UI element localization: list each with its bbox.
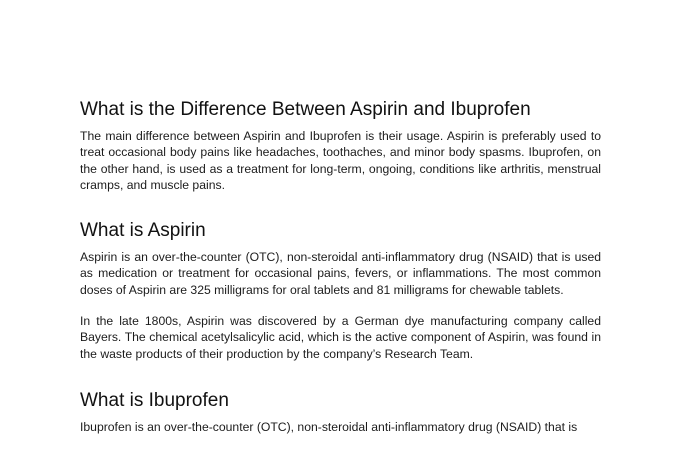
document-page	[80, 98, 601, 435]
paragraph-ibuprofen-definition: Ibuprofen is an over-the-counter (OTC), non-steroidal anti-inflammatory drug (NSAID) that is	[80, 419, 578, 434]
heading-aspirin: What is Aspirin	[80, 220, 206, 242]
heading-difference: What is the Difference Between Aspirin and Ibuprofen	[80, 99, 531, 120]
paragraph-difference: The main difference between Aspirin and Ibuprofen is their usage. Aspirin is preferably used to treat occasional body pains like headaches, toothaches, and minor body spasms. Ibuprofen, on the other hand, is used as a treatment for long-term, ongoing, conditions like arthritis, menstrual cramps, and muscle pains.	[80, 129, 601, 192]
paragraph-aspirin-definition: Aspirin is an over-the-counter (OTC), non-steroidal anti-inflammatory drug (NSAID) that is used as medication or treatment for occasional pains, fevers, or inflammations. The most common doses of Aspirin are 325 milligrams for oral tablets and 81 milligrams for chewable tablets.	[80, 250, 601, 297]
heading-ibuprofen: What is Ibuprofen	[80, 389, 229, 411]
paragraph-aspirin-history: In the late 1800s, Aspirin was discovered by a German dye manufacturing company called Bayers. The chemical acetylsalicylic acid, which is the active component of Aspirin, was found in the waste products of their production by the company’s Research Team.	[80, 314, 601, 361]
